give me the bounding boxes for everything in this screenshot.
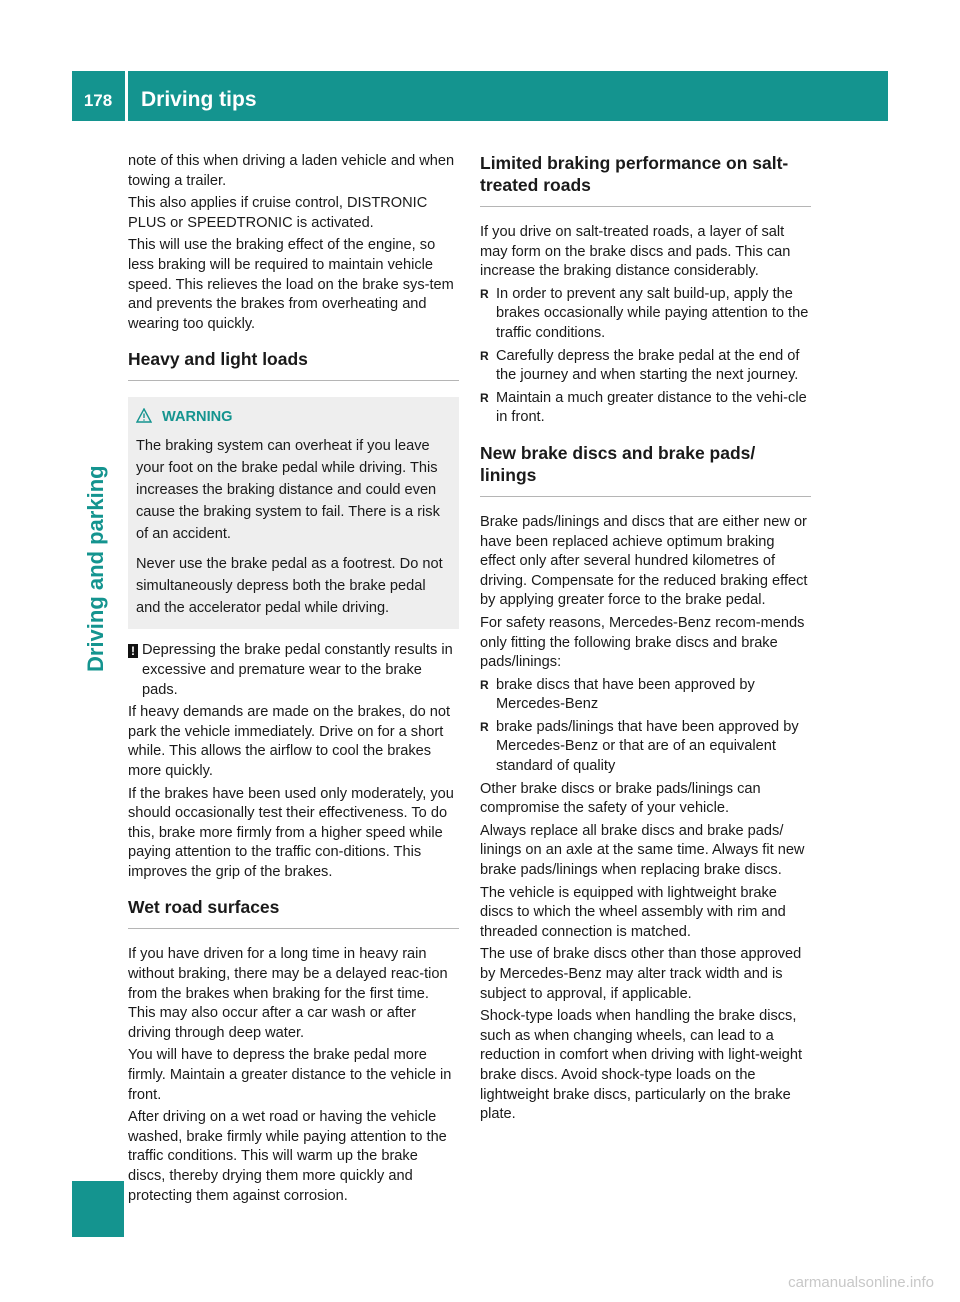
section-heading-salt-roads: Limited braking performance on salt-treated roads xyxy=(480,152,811,207)
bullet-list xyxy=(480,285,811,428)
right-column xyxy=(480,152,811,1128)
paragraph: After driving on a wet road or having the vehicle washed, brake firmly while paying attention to the traffic conditions. This will warm up the brake discs, thereby drying them more quickly and protecting them against corrosion. xyxy=(128,1109,447,1204)
paragraph: If heavy demands are made on the brakes, do not park the vehicle immediately. Drive on for a short while. This allows the airflow to cool the brakes more quickly. xyxy=(128,704,451,779)
exclamation-note-icon: ! xyxy=(128,644,138,658)
paragraph: If you have driven for a long time in heavy rain without braking, there may be a delayed reac-tion from the brakes when braking for the first time. This may also occur after a car wash or after driving through deep water. xyxy=(128,946,448,1041)
paragraph: Shock-type loads when handling the brake discs, such as when changing wheels, can lead to a reduction in comfort when driving with light-weight brake discs. Avoid shock-type loads on the lightweight brake discs, particularly on the brake plate. xyxy=(480,1008,803,1123)
bullet-icon: R xyxy=(480,390,489,405)
bullet-icon: R xyxy=(480,286,489,301)
section-heading-heavy-loads: Heavy and light loads xyxy=(128,348,459,381)
page-title: Driving tips xyxy=(141,88,257,111)
note xyxy=(128,641,459,700)
header-divider xyxy=(125,71,128,121)
watermark: carmanualsonline.info xyxy=(788,1274,934,1291)
paragraph: If the brakes have been used only moderately, you should occasionally test their effectiveness. To do this, brake more firmly from a higher speed while paying attention to the traffic con-ditions. This improves the grip of the brakes. xyxy=(128,785,454,880)
bullet-icon: R xyxy=(480,677,489,692)
section-tab-marker xyxy=(72,1181,124,1237)
paragraph: If you drive on salt-treated roads, a layer of salt may form on the brake discs and pads. This can increase the braking distance considerably. xyxy=(480,224,791,280)
paragraph: The use of brake discs other than those approved by Mercedes-Benz may alter track width and is subject to approval, if applicable. xyxy=(480,946,802,1002)
paragraph: This will use the braking effect of the engine, so less braking will be required to maintain vehicle speed. This relieves the load on the brake sys-tem and prevents the brakes from overheating and wearing too quickly. xyxy=(128,237,454,332)
paragraph: Other brake discs or brake pads/linings can compromise the safety of your vehicle. xyxy=(480,780,761,817)
warning-text: The braking system can overheat if you leave your foot on the brake pedal while driving. This increases the braking distance and could even cause the braking system to fail. There is a risk of an accident. xyxy=(136,438,440,543)
section-heading-wet-roads: Wet road surfaces xyxy=(128,896,459,929)
paragraph: This also applies if cruise control, DISTRONIC PLUS or SPEEDTRONIC is activated. xyxy=(128,195,428,231)
paragraph: Always replace all brake discs and brake pads/ linings on an axle at the same time. Always fit new brake pads/linings when replacing brake discs. xyxy=(480,822,805,879)
warning-title xyxy=(136,407,451,429)
warning-title-text: WARNING xyxy=(162,409,233,426)
section-heading-new-brakes: New brake discs and brake pads/ linings xyxy=(480,442,811,497)
list-item: R Carefully depress the brake pedal at the end of the journey and when starting the next journey. xyxy=(480,347,800,384)
list-item: R In order to prevent any salt build-up, apply the brakes occasionally while paying attention to the traffic conditions. xyxy=(480,285,809,341)
list-item: R brake pads/linings that have been approved by Mercedes-Benz or that are of an equivalent standard of quality xyxy=(480,718,799,775)
warning-triangle-icon xyxy=(136,408,152,429)
paragraph: For safety reasons, Mercedes-Benz recom-mends only fitting the following brake discs and brake pads/linings: xyxy=(480,614,805,671)
list-item: R Maintain a much greater distance to the vehi-cle in front. xyxy=(480,389,807,426)
warning-box xyxy=(128,397,459,629)
warning-text: Never use the brake pedal as a footrest. Do not simultaneously depress both the brake pedal and the accelerator pedal while driving. xyxy=(136,556,443,617)
paragraph: You will have to depress the brake pedal more firmly. Maintain a greater distance to the vehicle in front. xyxy=(128,1047,452,1103)
paragraph: note of this when driving a laden vehicle and when towing a trailer. xyxy=(128,153,455,189)
note-text: Depressing the brake pedal constantly results in excessive and premature wear to the brake pads. xyxy=(142,642,453,698)
page-number: 178 xyxy=(83,91,113,110)
bullet-icon: R xyxy=(480,719,489,734)
paragraph: The vehicle is equipped with lightweight brake discs to which the wheel assembly with rim and threaded connection is matched. xyxy=(480,884,786,940)
left-column xyxy=(128,152,459,1209)
section-tab-label: Driving and parking xyxy=(83,465,108,672)
bullet-list xyxy=(480,676,811,777)
list-item: R brake discs that have been approved by Mercedes-Benz xyxy=(480,676,755,713)
bullet-icon: R xyxy=(480,348,489,363)
paragraph: Brake pads/linings and discs that are either new or have been replaced achieve optimum braking effect only after several hundred kilometres of driving. Compensate for the reduced braking effect by applying greater force to the brake pedal. xyxy=(480,513,808,609)
